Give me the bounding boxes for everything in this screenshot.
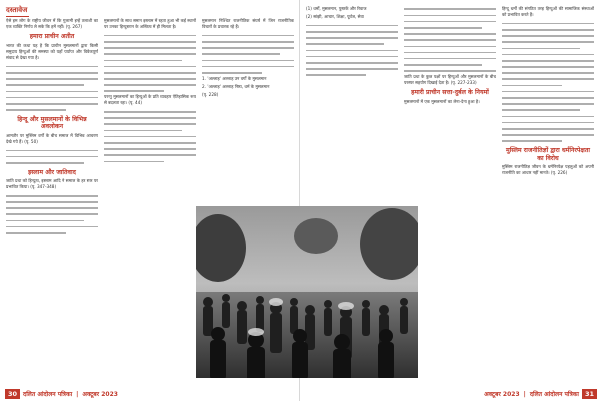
col3-body2: (पृ. 228) (202, 92, 219, 98)
col3-list2: 2. 'अल्लाह' अल्लाह निष्ठा, धर्म के मुसलमान (202, 83, 270, 89)
body-islam-caste: जाति प्रथा को हिन्दुत्व, इस्लाम आदि ने समाज के हर स्तर पर प्रभावित किया। (पृ. 347-348) (6, 178, 98, 190)
heading-islam-caste: इस्लाम और जातिवाद (28, 168, 76, 176)
col2-body1: मुसलमानों के साथ समान इस्लाम में रहता हुआ भी कई स्थानों पर उनका हिन्दुस्तान के अस्तित्व में ही मिलता है। (104, 18, 196, 30)
text-line (6, 230, 98, 236)
rcol2-body1: जाति प्रथा के कुछ पक्षों पर हिन्दुओं और मुसलमानों के बीच परस्पर सहयोग दिखाई देता है। (पृ. 227-233) (404, 74, 496, 86)
body-secularism: मुस्लिम राजनीतिज्ञ जीवन के धर्मनिरपेक्ष पहलुओं को अपनी राजनीति का आधार नहीं मानते। (पृ. 226) (502, 163, 594, 176)
text-line (104, 158, 196, 164)
heading-secularism: मुस्लिम राजनीतिज्ञों द्वारा धर्मनिरपेक्षता का विरोध (506, 147, 590, 162)
right-magazine-name: दलित आंदोलन पत्रिका (529, 391, 579, 398)
col2-body2: परन्तु मुसलमानों का हिन्दुओं के प्रति व्यवहार ऐतिहासिक रूप से बदलता रहा। (पृ. 44) (104, 94, 196, 106)
body-ancient-power: मुसलमानों में एक मुसलमानों का लेना-देना हुआ है। (404, 98, 480, 104)
text-line (104, 88, 196, 94)
left-col-1 (6, 18, 98, 385)
text-line (202, 70, 294, 76)
left-footer (0, 387, 302, 401)
rcol1-list1: (1) धर्मों, मुसलमान, पुस्तकें और रिवाज (306, 6, 367, 11)
text-line (6, 160, 98, 166)
right-footer (300, 387, 600, 401)
text-line (306, 72, 398, 78)
left-page-number: 30 (5, 389, 20, 399)
col3-body1: मुसलमान निश्चित राजनीतिक संघर्ष में जिन राजनीतिक विचारों के प्रचारक रहे हैं। (202, 18, 294, 30)
heading-hindu-muslim: हिन्दू और मुसलमानों के विभिन्न अवलोकन (17, 115, 87, 131)
right-col-3 (502, 6, 594, 385)
text-line (6, 107, 98, 113)
right-page-number: 31 (582, 389, 597, 399)
right-page-columns (306, 6, 594, 385)
right-col-1 (306, 6, 398, 385)
right-col-2 (404, 6, 496, 385)
right-page (300, 0, 600, 401)
left-magazine-name: दलित आंदोलन पत्रिका (23, 391, 73, 398)
text-line (502, 138, 594, 144)
rcol3-body1: हिन्दू धर्मों की संगठित तरह हिन्दुओं की सामाजिक संस्थाओं को प्रभावित करते हैं। (502, 6, 594, 18)
right-issue-date: अक्टूबर 2023 (484, 391, 520, 398)
body-ancient-past: भारत की कथा यह है कि प्राचीन मुसलमानों द्वारा किसी समुदाय हिन्दुओं की समस्या को यहाँ पर्याप्त और विवेकपूर्ण संवाद से देखा गया है। (6, 42, 98, 61)
rcol1-list2: (2) सांझी, आचार, शिक्षा, पूर्वज, सेवा (306, 14, 364, 20)
body-hindu-muslim: आमतौर पर मुस्लिम वर्गों के बीच समाज में विभिन्न आचरण देखे गये हैं। (पृ. 50) (6, 132, 98, 144)
col3-list1: 1. 'अल्लाह' अल्लाह उन वर्गों के मुसलमान (202, 75, 267, 81)
left-issue-date: अक्टूबर 2023 (82, 391, 118, 398)
heading-ancient-power: हमारी प्राचीन सत्ता-दुर्बल के नियमों (411, 89, 489, 97)
footer-separator: | (76, 390, 79, 398)
intro-text: ऐसे हम लोग के राष्ट्रीय जीवन में कि गुलामी इन्हें तलाशी का एक व्यक्ति निर्णय ले सके कि हमें नहीं। (पृ. 267) (6, 18, 98, 30)
text-line (404, 68, 496, 74)
section-label: दस्तावेज (6, 6, 29, 17)
left-col-2 (104, 18, 196, 385)
footer-separator: | (523, 390, 526, 398)
heading-ancient-past: हमारा प्राचीन अतीत (29, 33, 75, 41)
